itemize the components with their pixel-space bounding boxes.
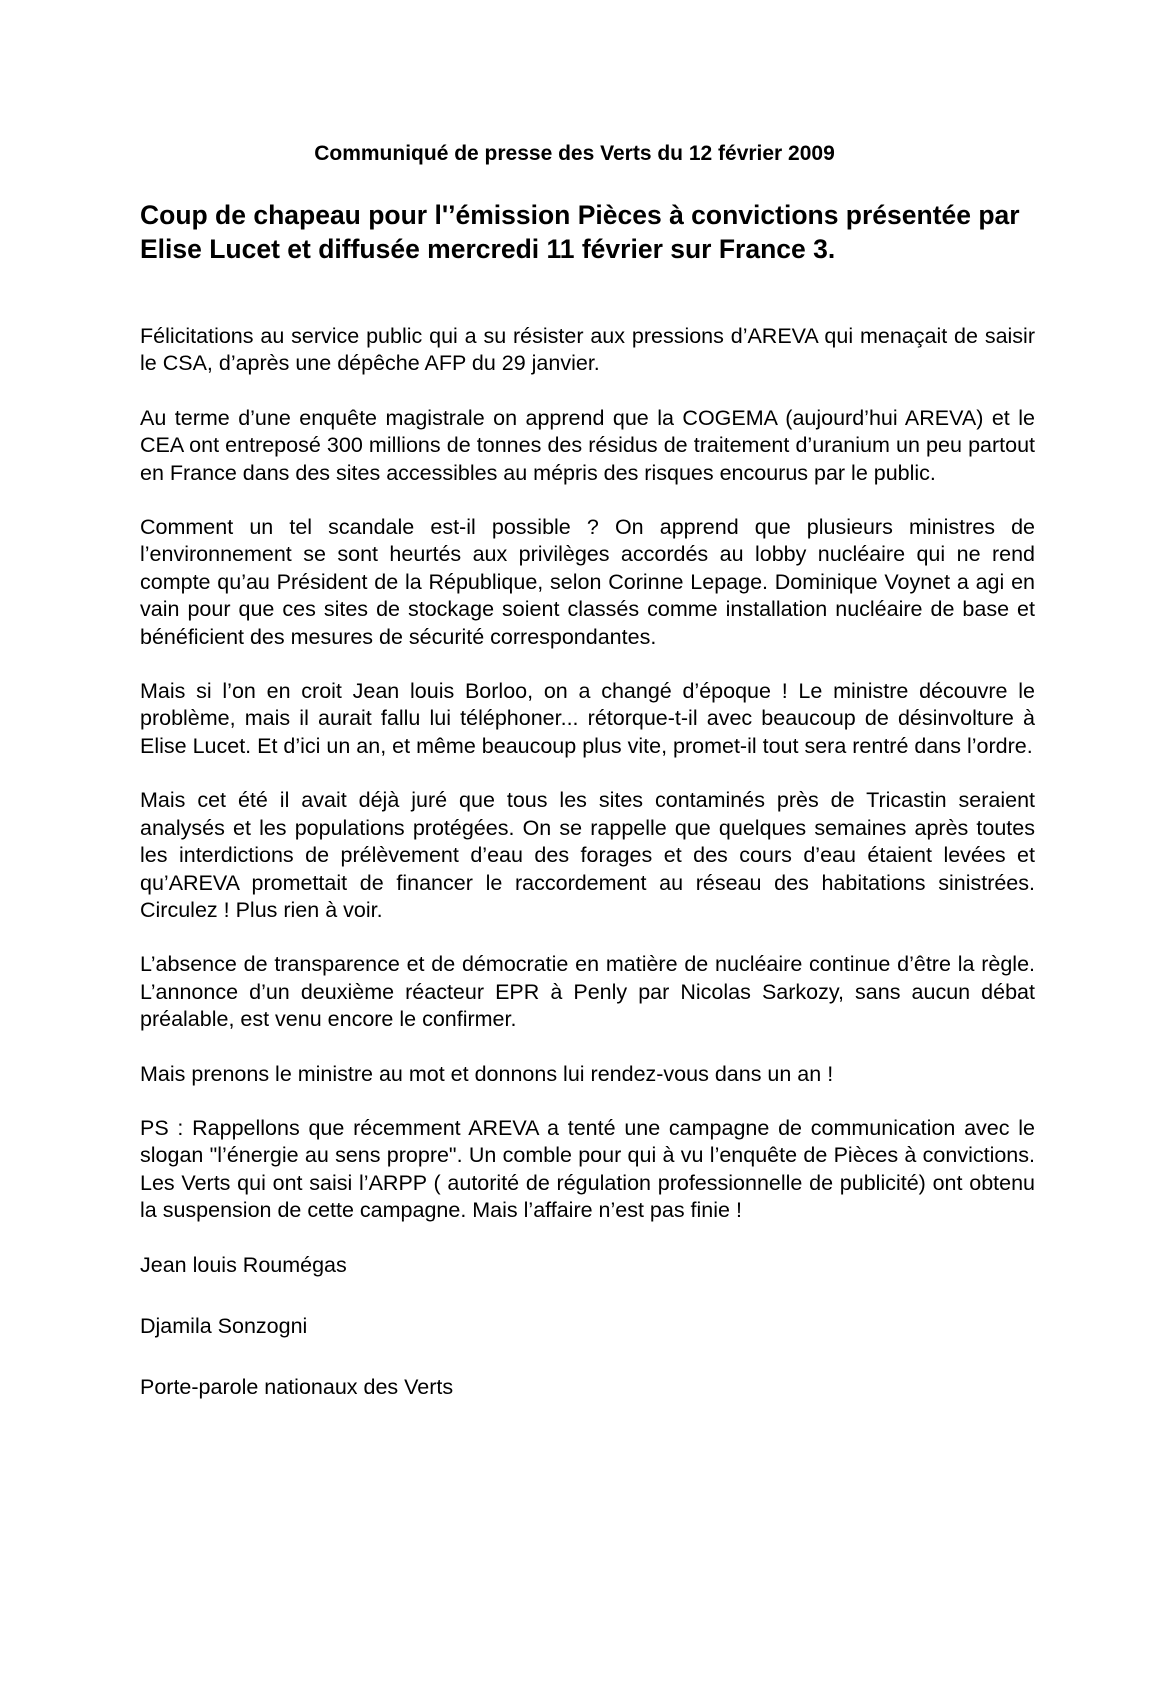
paragraph: Au terme d’une enquête magistrale on apprend que la COGEMA (aujourd’hui AREVA) et le CEA ont entreposé 300 millions de tonnes des résidus de traitement d’uranium un peu partout en France dans des sites accessibles au mépris des risques encourus par le public. (140, 405, 1035, 485)
paragraph: Comment un tel scandale est-il possible ? On apprend que plusieurs ministres de l’environnement se sont heurtés aux privilèges accordés au lobby nucléaire qui ne rend compte qu’au Président de la République, selon Corinne Lepage. Dominique Voynet a agi en vain pour que ces sites de stockage soient classés comme installation nucléaire de base et bénéficient des mesures de sécurité correspondantes. (140, 515, 1035, 649)
paragraph: Félicitations au service public qui a su résister aux pressions d’AREVA qui menaçait de saisir le CSA, d’après une dépêche AFP du 29 janvier. (140, 324, 1035, 376)
paragraph: PS : Rappellons que récemment AREVA a tenté une campagne de communication avec le slogan "l’énergie au sens propre". Un comble pour qui à vu l’enquête de Pièces à convictions. Les Verts qui ont saisi l’ARPP ( autorité de régulation professionnelle de publicité) ont obtenu la suspension de cette campagne. Mais l’affaire n’est pas finie ! (140, 1115, 1035, 1223)
paragraph: Mais cet été il avait déjà juré que tous les sites contaminés près de Tricastin seraient analysés et les populations protégées. On se rappelle que quelques semaines après toutes les interdictions de prélèvement d’eau des forages et des cours d’eau étaient levées et qu’AREVA promettait de financer le raccordement au réseau des habitations sinistrées. Circulez ! Plus rien à voir. (140, 788, 1035, 922)
signatory: Djamila Sonzogni (140, 1313, 308, 1338)
press-release-header: Communiqué de presse des Verts du 12 février 2009 (314, 142, 835, 165)
signatory-role: Porte-parole nationaux des Verts (140, 1375, 454, 1400)
paragraph: Mais si l’on en croit Jean louis Borloo, on a changé d’époque ! Le ministre découvre le problème, mais il aurait fallu lui téléphoner... rétorque-t-il avec beaucoup de désinvolture à Elise Lucet. Et d’ici un an, et même beaucoup plus vite, promet-il tout sera rentré dans l’ordre. (140, 679, 1035, 758)
paragraph: L’absence de transparence et de démocratie en matière de nucléaire continue d’être la règle. L’annonce d’un deuxième réacteur EPR à Penly par Nicolas Sarkozy, sans aucun débat préalable, est venu encore le confirmer. (140, 952, 1035, 1032)
document-body (140, 323, 1035, 1436)
signatory: Jean louis Roumégas (140, 1252, 347, 1277)
paragraph: Mais prenons le ministre au mot et donnons lui rendez-vous dans un an ! (140, 1061, 834, 1086)
document-title: Coup de chapeau pour l'’émission Pièces à convictions présentée par Elise Lucet et diffusée mercredi 11 février sur France 3. (140, 200, 1020, 264)
